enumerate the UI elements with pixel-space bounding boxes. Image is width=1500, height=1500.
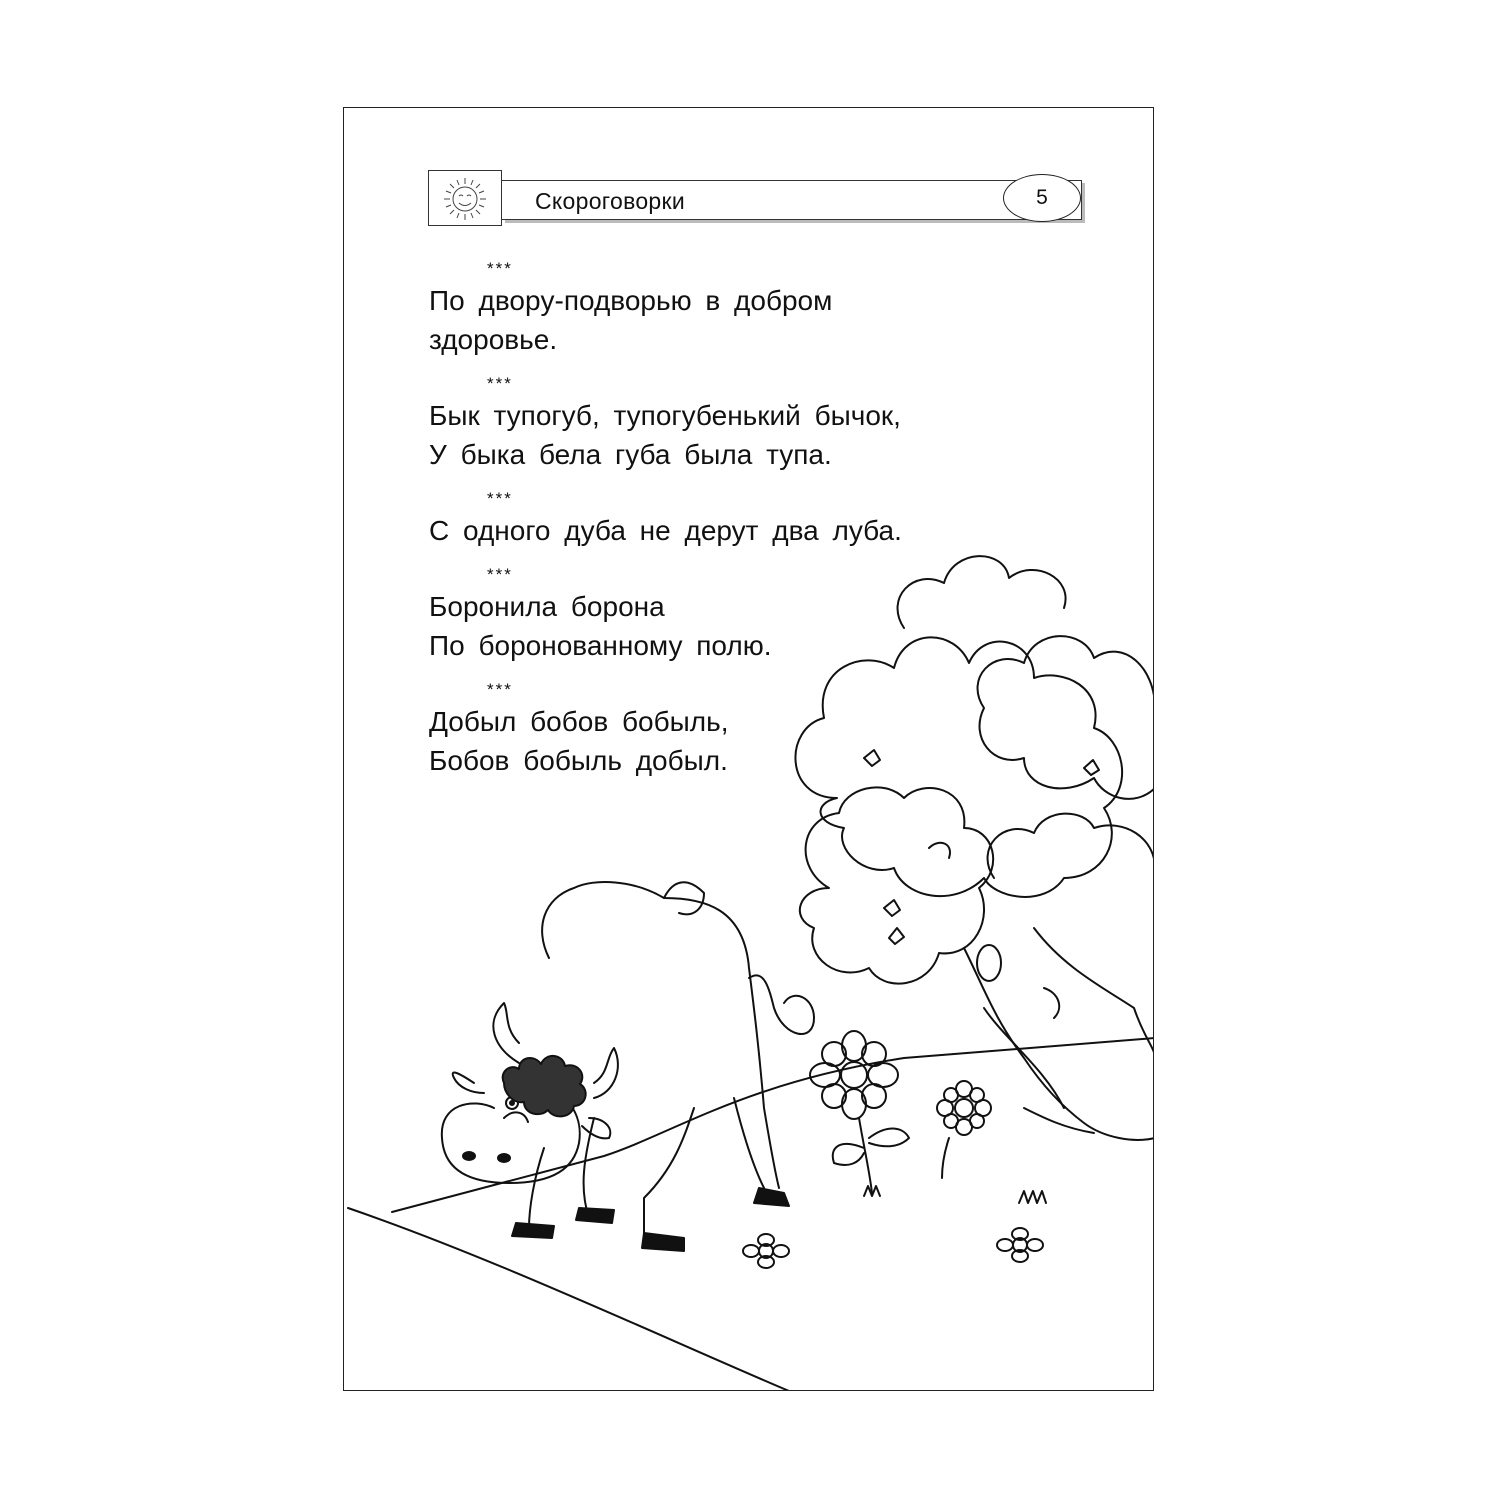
verse-separator: ***	[487, 565, 513, 584]
verse	[429, 486, 1049, 550]
grass-tuft	[1019, 1191, 1046, 1203]
verse-separator: ***	[487, 259, 513, 278]
verse-line: здоровье.	[429, 324, 558, 355]
page-number: 5	[1003, 174, 1081, 222]
verse	[429, 562, 1049, 665]
big-daisy	[810, 1031, 909, 1193]
verse-line: По дворy-подворью в добром	[429, 285, 833, 316]
verse-line: С одного дуба не дерут два луба.	[429, 515, 902, 546]
ground-daisy-2	[997, 1228, 1043, 1262]
verse-line: Боронила борона	[429, 591, 665, 622]
verse	[429, 371, 1049, 474]
verse-separator: ***	[487, 680, 513, 699]
verse-line: Бык тупогуб, тупогубенький бычок,	[429, 400, 901, 431]
verse-line: У быка бела губа была тупа.	[429, 439, 832, 470]
ground-daisy-1	[743, 1234, 789, 1268]
verse-line: По боронованному полю.	[429, 630, 772, 661]
verse	[429, 256, 1049, 359]
verse-line: Добыл бобов бобыль,	[429, 706, 729, 737]
verse-separator: ***	[487, 374, 513, 393]
book-page	[343, 107, 1154, 1391]
ground-path	[392, 1038, 1154, 1212]
bull	[442, 882, 814, 1251]
small-daisy	[937, 1081, 991, 1178]
page-title: Скороговорки	[535, 188, 686, 214]
tree-trunk	[964, 928, 1154, 1140]
verse	[429, 677, 1049, 780]
tongue-twisters	[429, 256, 1049, 792]
hill-outline	[348, 1208, 789, 1391]
verse-separator: ***	[487, 489, 513, 508]
verse-line: Бобов бобыль добыл.	[429, 745, 728, 776]
